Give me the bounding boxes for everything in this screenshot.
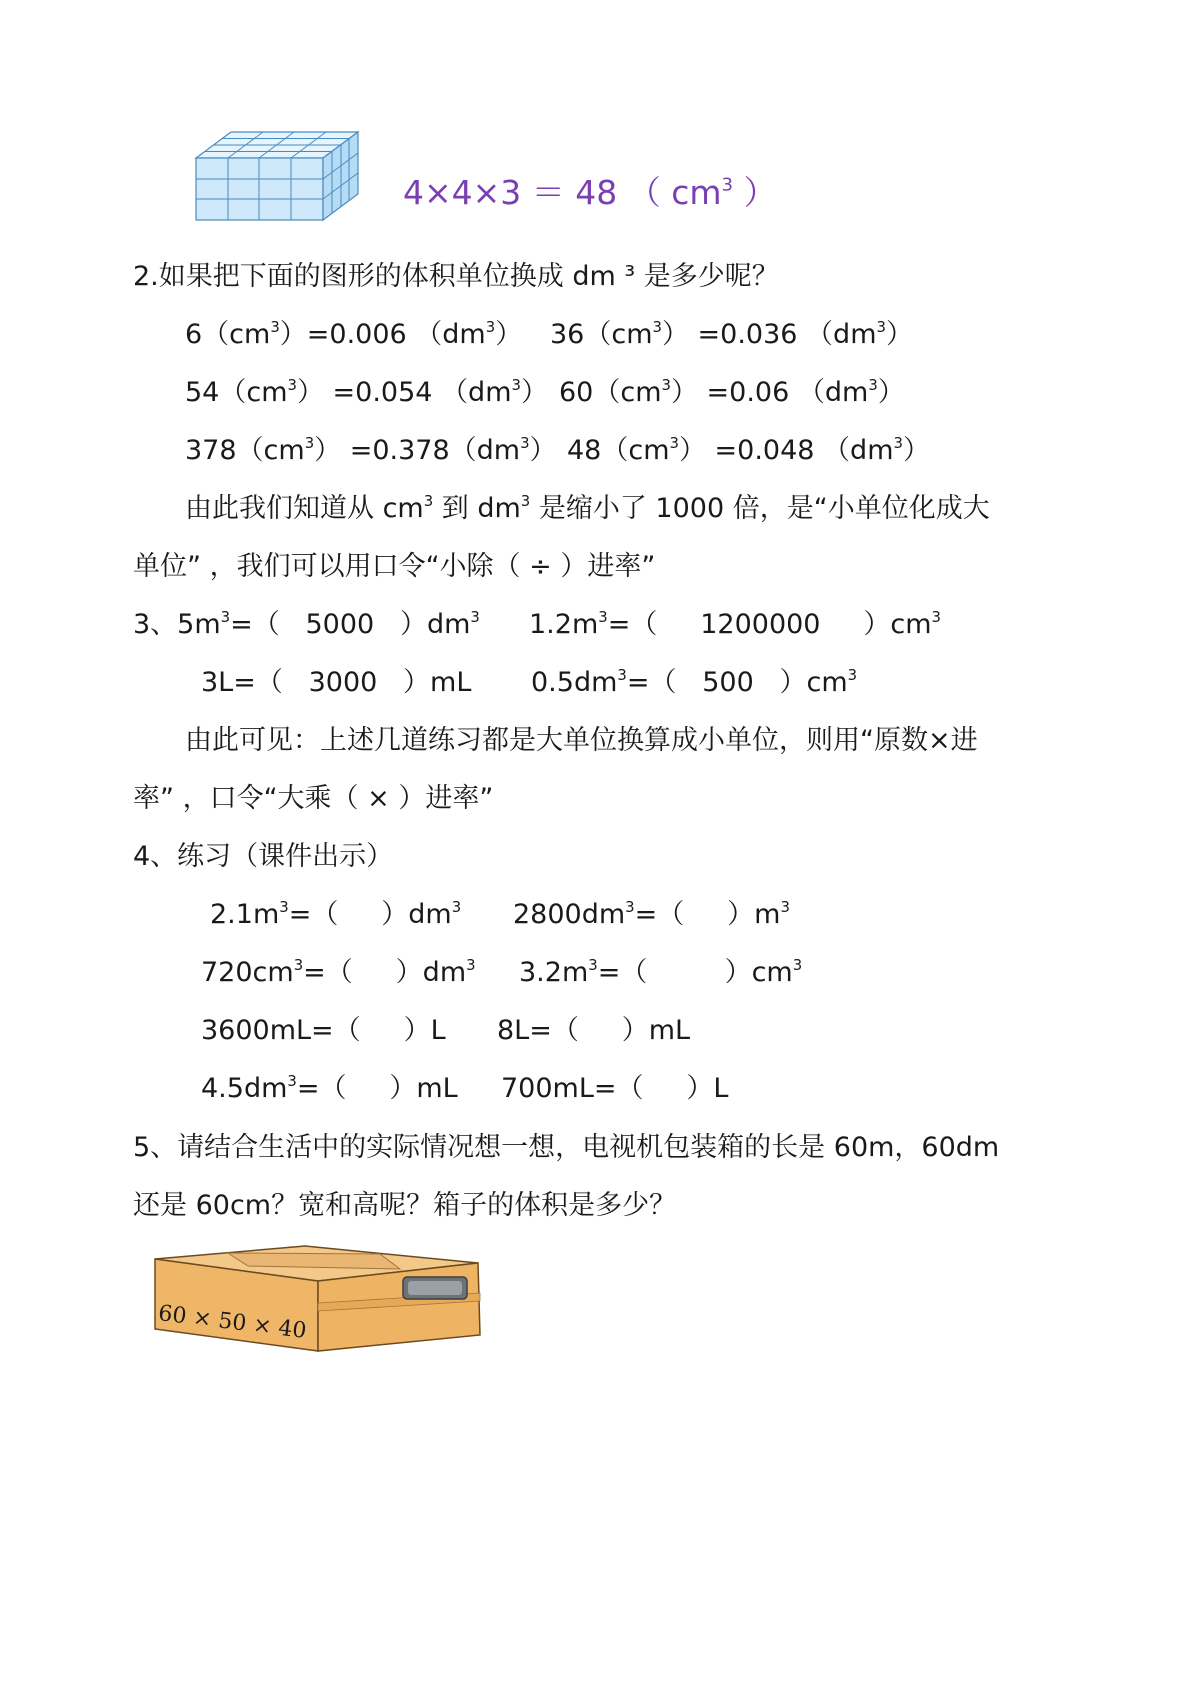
q2-row-3-left: $378(cm^3) =0.378(dm^3)$ <box>185 433 557 466</box>
q2-row-3-right: $48(cm^3) =0.048$ $(dm^3)$ <box>567 433 930 466</box>
q2-heading: 2.如果把下面的图形的体积单位换成 dm ³ 是多少呢？ <box>133 261 779 292</box>
q2-conclusion-line-2: 单位” ，我们可以用口令“小除（ ÷ ）进率” <box>133 551 656 582</box>
q4-row-1-right: $2800dm^3=$（ ）$m^3$ <box>513 897 790 930</box>
q4-row-3-left: 3600mL=（ ）L <box>201 1015 446 1046</box>
q5-line-2: 还是 60cm？宽和高呢？箱子的体积是多少？ <box>133 1190 677 1221</box>
q4-row-2-right: $3.2m^3=$（ ）$cm^3$ <box>519 955 803 988</box>
q4-row-4-left: $4.5dm^3=$（ ）mL <box>201 1071 458 1104</box>
tv-box-illustration <box>150 1243 485 1355</box>
q4-row-1-left: $2.1m^3=$（ ）$dm^3$ <box>210 897 462 930</box>
q2-row-2-right: $60(cm^3) =0.06$ $(dm^3)$ <box>559 375 905 408</box>
q4-row-3-right: 8L=（ ）mL <box>497 1015 691 1046</box>
q4-row-4-right: 700mL=（ ）L <box>501 1073 729 1104</box>
formula-exponent: 3 <box>721 174 734 196</box>
q2-conclusion-line-1: 由此我们知道从 $cm^3$ 到 $dm^3$ 是缩小了 1000 倍，是“小单位化成大 <box>185 491 990 524</box>
box-dimension-label: 60 × 50 × 40 <box>156 1301 308 1344</box>
q2-row-1-right: $36(cm^3) =0.036$ $(dm^3)$ <box>550 317 913 350</box>
q3-row-2-left: 3L=（ 3000 ）mL <box>201 667 472 698</box>
unit-cube-block-illustration <box>188 130 363 225</box>
formula-close: ） <box>743 173 777 212</box>
q3-row-1-right: $1.2m^3=$（ 1200000 ）$cm^3$ <box>529 607 941 640</box>
q3-row-1-left: 3、$5m^3=$（ 5000 ）$dm^3$ <box>133 607 480 640</box>
q4-row-2-left: $720cm^3=$（ ）$dm^3$ <box>201 955 476 988</box>
formula-text: 4×4×3 ＝ 48 （ cm <box>403 173 722 212</box>
q2-row-1-left: $6(cm^3)=0.006$ $(dm^3)$ <box>185 317 523 350</box>
q2-row-2-left: $54(cm^3) =0.054$ $(dm^3)$ <box>185 375 548 408</box>
q3-conclusion-line-2: 率” ，口令“大乘（ × ）进率” <box>133 783 494 814</box>
q4-heading: 4、练习（课件出示） <box>133 841 394 872</box>
q5-line-1: 5、请结合生活中的实际情况想一想，电视机包装箱的长是 60m，60dm <box>133 1132 1000 1163</box>
q3-conclusion-line-1: 由此可见：上述几道练习都是大单位换算成小单位，则用“原数×进 <box>185 725 978 756</box>
box-drawing <box>150 1243 485 1355</box>
q3-row-2-right: $0.5dm^3=$（ 500 ）$cm^3$ <box>531 665 858 698</box>
cube-volume-formula <box>403 173 777 213</box>
